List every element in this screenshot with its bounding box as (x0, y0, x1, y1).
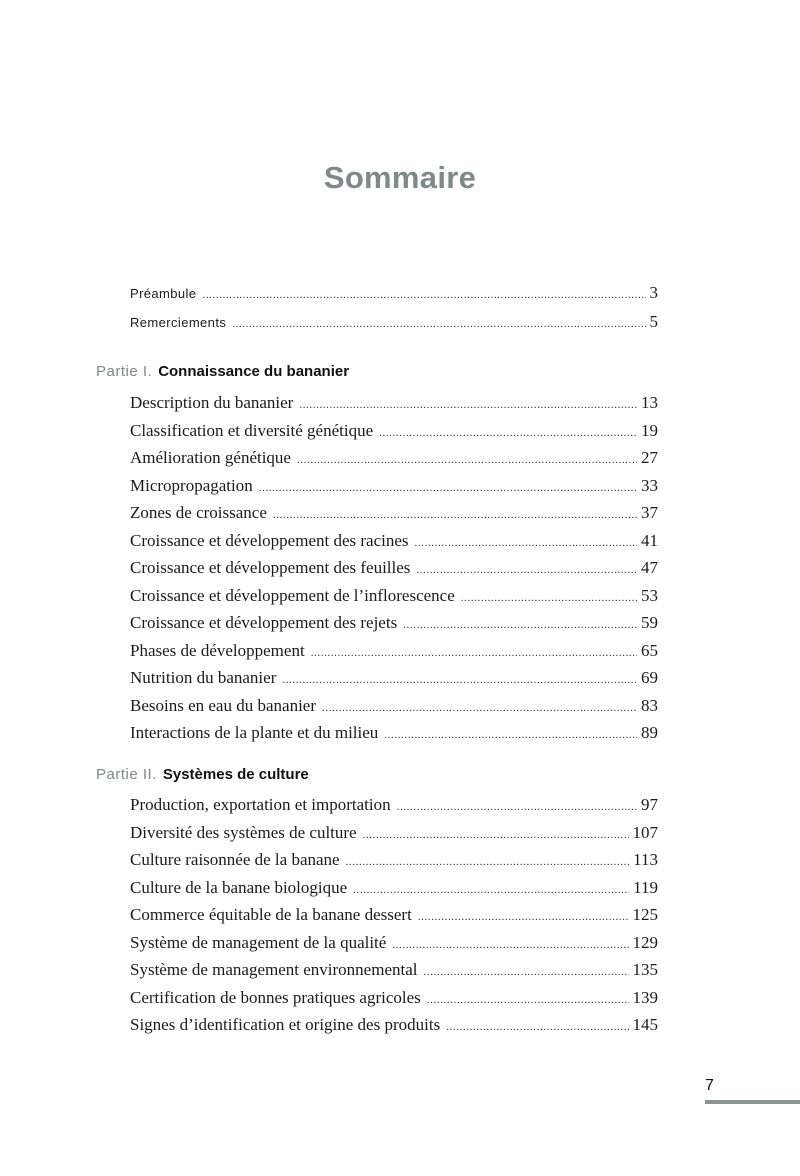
toc-entry-label: Micropropagation (130, 476, 253, 495)
toc-entry-label: Croissance et développement des feuilles (130, 558, 411, 577)
dot-leader (232, 318, 645, 330)
toc-entry-page: 3 (649, 283, 658, 302)
dot-leader (353, 884, 629, 896)
toc-entry[interactable] (130, 850, 658, 870)
toc-entry-label: Interactions de la plante et du milieu (130, 723, 379, 742)
toc-entry[interactable] (130, 878, 658, 898)
toc-entry-label: Culture raisonnée de la banane (130, 850, 340, 869)
toc-entry[interactable] (130, 723, 658, 743)
toc-entry-page: 53 (641, 586, 658, 605)
toc-entry-page: 129 (632, 933, 658, 952)
dot-leader (202, 289, 645, 301)
part-heading-1 (96, 363, 349, 380)
dot-leader (418, 911, 629, 923)
toc-entry-page: 89 (641, 723, 658, 742)
toc-entry[interactable] (130, 586, 658, 606)
toc-entry-label: Système de management de la qualité (130, 933, 387, 952)
part-number: Partie I. (96, 363, 153, 380)
toc-entry-label: Culture de la banane biologique (130, 878, 348, 897)
toc-entry[interactable] (130, 988, 658, 1008)
toc-entry-page: 107 (632, 823, 658, 842)
dot-leader (311, 647, 637, 659)
page-number-rule (705, 1100, 800, 1104)
toc-entry-page: 97 (641, 795, 658, 814)
toc-entry-page: 13 (641, 393, 658, 412)
toc-entry-label: Zones de croissance (130, 503, 267, 522)
dot-leader (403, 619, 637, 631)
toc-entry-label: Classification et diversité génétique (130, 421, 374, 440)
toc-entry-label: Croissance et développement de l’inflorescence (130, 586, 455, 605)
toc-entry-label: Besoins en eau du bananier (130, 696, 316, 715)
toc-entry-page: 27 (641, 448, 658, 467)
dot-leader (415, 537, 637, 549)
part-heading-2 (96, 766, 309, 783)
dot-leader (273, 509, 637, 521)
toc-entry-page: 65 (641, 641, 658, 660)
toc-entry-label: Certification de bonnes pratiques agricoles (130, 988, 421, 1007)
dot-leader (363, 829, 629, 841)
page-number: 7 (705, 1077, 714, 1094)
toc-entry-page: 19 (641, 421, 658, 440)
dot-leader (446, 1021, 628, 1033)
toc-entry-label: Description du bananier (130, 393, 294, 412)
toc-entry-preambule[interactable] (130, 283, 658, 303)
dot-leader (397, 801, 637, 813)
dot-leader (297, 454, 637, 466)
toc-entry[interactable] (130, 503, 658, 523)
toc-entry-label: Croissance et développement des racines (130, 531, 409, 550)
toc-entry[interactable] (130, 448, 658, 468)
dot-leader (346, 856, 630, 868)
toc-entry-page: 113 (633, 850, 658, 869)
toc-entry-label: Remerciements (130, 315, 227, 330)
toc-entry-label: Nutrition du bananier (130, 668, 277, 687)
toc-entry-page: 125 (632, 905, 658, 924)
toc-entry[interactable] (130, 531, 658, 551)
dot-leader (461, 592, 637, 604)
toc-entry[interactable] (130, 696, 658, 716)
toc-entry-page: 119 (633, 878, 658, 897)
part-title: Connaissance du bananier (158, 363, 350, 380)
dot-leader (282, 674, 637, 686)
dot-leader (379, 427, 637, 439)
toc-entry-label: Commerce équitable de la banane dessert (130, 905, 412, 924)
toc-entry-label: Système de management environnemental (130, 960, 418, 979)
page-title: Sommaire (323, 160, 477, 195)
toc-entry-label: Signes d’identification et origine des produits (130, 1015, 441, 1034)
toc-entry[interactable] (130, 1015, 658, 1035)
toc-entry-label: Production, exportation et importation (130, 795, 391, 814)
toc-entry[interactable] (130, 905, 658, 925)
toc-entry-page: 41 (641, 531, 658, 550)
toc-entry[interactable] (130, 668, 658, 688)
toc-entry-label: Préambule (130, 286, 197, 301)
toc-entry[interactable] (130, 960, 658, 980)
toc-entry-page: 139 (632, 988, 658, 1007)
toc-entry-page: 37 (641, 503, 658, 522)
toc-entry-label: Phases de développement (130, 641, 305, 660)
toc-entry-label: Diversité des systèmes de culture (130, 823, 357, 842)
toc-entry-page: 5 (649, 312, 658, 331)
toc-entry[interactable] (130, 795, 658, 815)
toc-entry[interactable] (130, 823, 658, 843)
dot-leader (259, 482, 637, 494)
toc-entry[interactable] (130, 393, 658, 413)
toc-entry-label: Amélioration génétique (130, 448, 291, 467)
dot-leader (384, 729, 637, 741)
toc-entry[interactable] (130, 933, 658, 953)
toc-entry-page: 69 (641, 668, 658, 687)
toc-entry[interactable] (130, 613, 658, 633)
toc-entry[interactable] (130, 421, 658, 441)
dot-leader (424, 966, 629, 978)
toc-entry-page: 47 (641, 558, 658, 577)
dot-leader (416, 564, 637, 576)
part-title: Systèmes de culture (162, 766, 309, 783)
dot-leader (322, 702, 637, 714)
toc-entry-page: 83 (641, 696, 658, 715)
toc-entry[interactable] (130, 558, 658, 578)
dot-leader (392, 939, 628, 951)
toc-entry[interactable] (130, 476, 658, 496)
toc-entry[interactable] (130, 641, 658, 661)
dot-leader (427, 994, 629, 1006)
toc-entry-page: 33 (641, 476, 658, 495)
toc-entry-page: 59 (641, 613, 658, 632)
toc-entry-label: Croissance et développement des rejets (130, 613, 398, 632)
part-number: Partie II. (96, 766, 157, 783)
toc-entry-page: 145 (632, 1015, 658, 1034)
toc-entry-page: 135 (632, 960, 658, 979)
dot-leader (299, 399, 637, 411)
toc-entry-remerciements[interactable] (130, 312, 658, 332)
